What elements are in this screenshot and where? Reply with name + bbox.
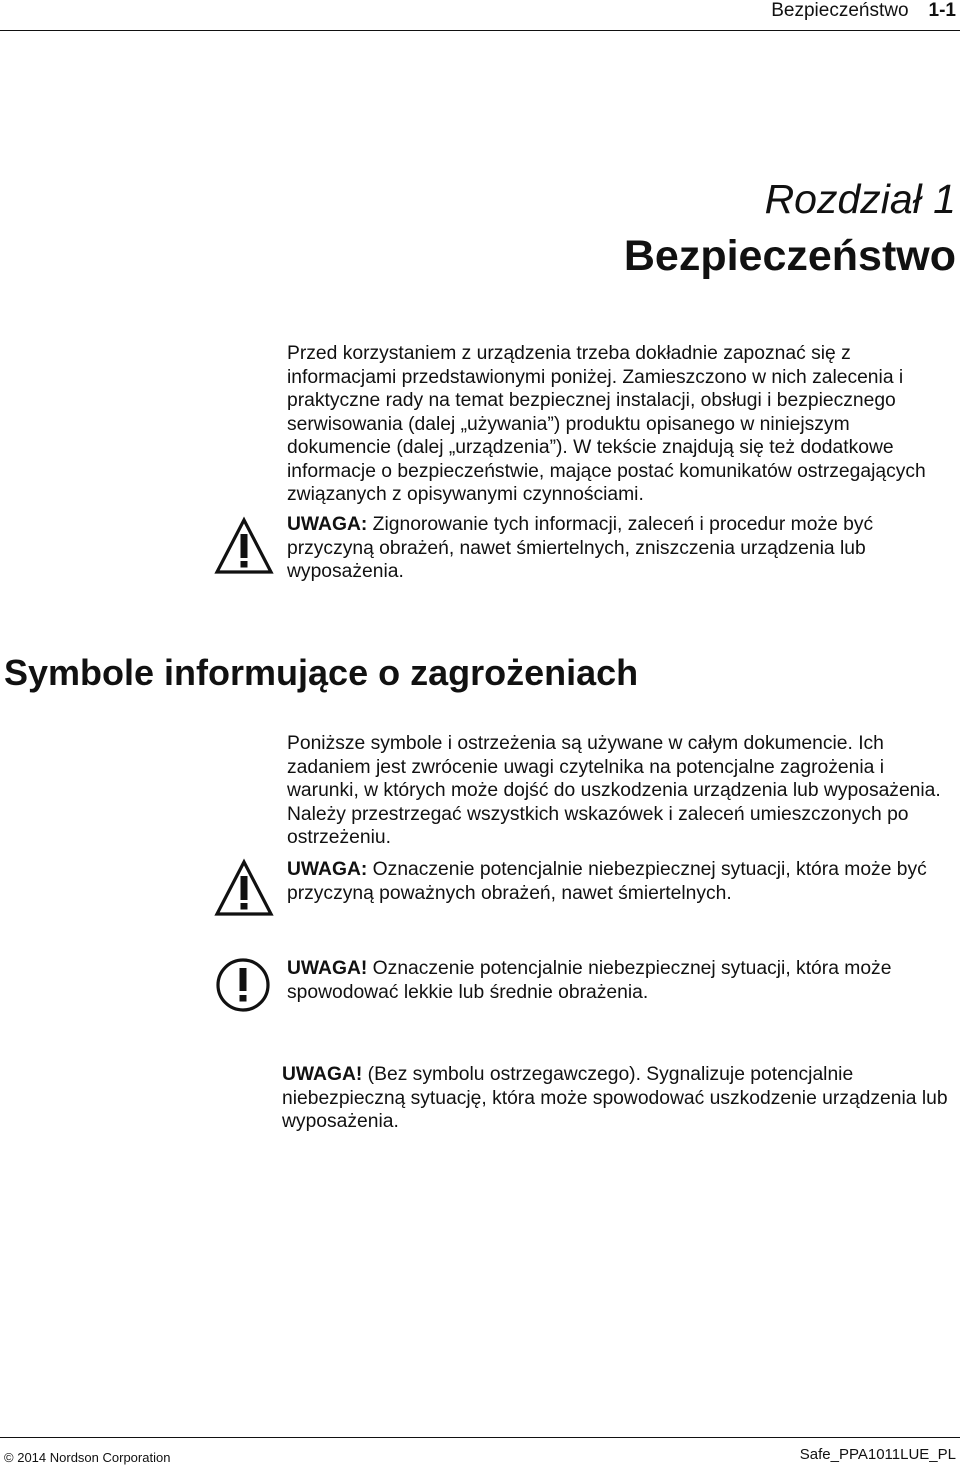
triangle-warning-icon — [213, 858, 275, 920]
warning-serious — [287, 858, 955, 905]
warning-text: Oznaczenie potencjalnie niebezpiecznej sytuacji, która może być przyczyną poważnych obrażeń, nawet śmiertelnych. — [287, 859, 927, 904]
copyright-text: 2014 Nordson Corporation — [17, 1450, 171, 1465]
footer-copyright — [4, 1450, 170, 1465]
footer-rule — [0, 1437, 960, 1438]
warning-intro — [287, 513, 955, 584]
warning-keyword: UWAGA! — [287, 958, 368, 979]
warning-no-symbol — [282, 1063, 955, 1134]
warning-minor — [287, 957, 955, 1004]
copyright-icon: © — [4, 1450, 14, 1465]
section-title: Symbole informujące o zagrożeniach — [4, 652, 639, 693]
header-rule — [0, 30, 960, 31]
running-header — [771, 0, 956, 26]
circle-warning-icon — [215, 957, 271, 1013]
footer-doc-id: Safe_PPA1011LUE_PL — [799, 1446, 956, 1463]
page-number: 1-1 — [928, 0, 956, 21]
warning-keyword: UWAGA! — [282, 1064, 363, 1085]
warning-keyword: UWAGA: — [287, 514, 368, 535]
warning-text: Oznaczenie potencjalnie niebezpiecznej sytuacji, która może spowodować lekkie lub średnie obrażenia. — [287, 958, 892, 1003]
warning-text: Zignorowanie tych informacji, zaleceń i procedur może być przyczyną obrażeń, nawet śmiertelnych, zniszczenia urządzenia lub wyposażenia. — [287, 514, 874, 582]
header-section: Bezpieczeństwo — [771, 0, 909, 21]
chapter-title: Bezpieczeństwo — [623, 232, 956, 280]
triangle-warning-icon — [213, 516, 275, 578]
intro-paragraph: Przed korzystaniem z urządzenia trzeba dokładnie zapoznać się z informacjami przedstawionymi poniżej. Zamieszczono w nich zalecenia i praktyczne rady na temat bezpiecznej instalacji, obsługi i bezpiecznego serwisowania (dalej „używania”) produktu opisanego w niniejszym dokumencie (dalej „urządzenia”). W tekście znajdują się też dodatkowe informacje o bezpieczeństwie, mające postać komunikatów ostrzegających związanych z opisywanymi czynnościami. — [287, 343, 926, 505]
chapter-label: Rozdział 1 — [764, 176, 956, 222]
symbols-paragraph: Poniższe symbole i ostrzeżenia są używane w całym dokumencie. Ich zadaniem jest zwrócenie uwagi czytelnika na potencjalne zagrożenia i warunki, w których może dojść do uszkodzenia urządzenia lub wyposażenia. Należy przestrzegać wszystkich wskazówek i zaleceń umieszczonych po ostrzeżeniu. — [287, 733, 941, 848]
warning-text: (Bez symbolu ostrzegawczego). Sygnalizuje potencjalnie niebezpieczną sytuację, która może spowodować uszkodzenie urządzenia lub wyposażenia. — [282, 1064, 948, 1132]
warning-keyword: UWAGA: — [287, 859, 368, 880]
